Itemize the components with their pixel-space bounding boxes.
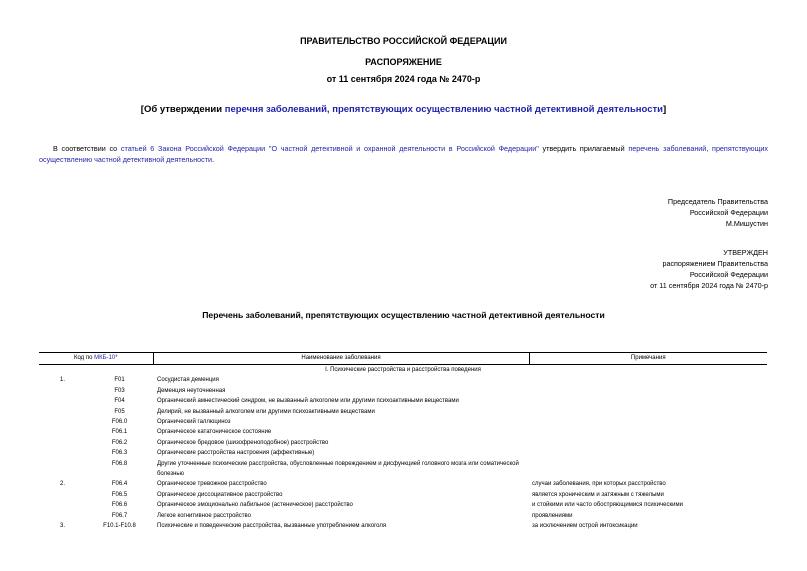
note: за исключением острой интоксикации [532, 523, 638, 530]
table-row [39, 479, 767, 489]
row-number: 1. [59, 377, 65, 384]
disease-name: Психические и поведенческие расстройства, вызванные употреблением алкоголя [157, 523, 387, 530]
document-title [0, 104, 807, 115]
note: случаи заболевания, при которых расстройство [532, 481, 666, 488]
disease-name: Сосудистая деменция [157, 377, 219, 384]
approval-block [650, 247, 768, 291]
paragraph-text-2: утвердить прилагаемый [538, 144, 629, 153]
note: проявлениями [532, 512, 573, 519]
disease-name: Органическое диссоциативное расстройство [157, 491, 283, 498]
table-row [39, 500, 767, 510]
note [529, 448, 767, 458]
table-row [39, 396, 767, 406]
row-number [39, 386, 86, 396]
disease-name: Органическое эмоционально лабильное (астеническое) расстройство [157, 502, 353, 509]
table-row [39, 417, 767, 427]
title-prefix: Об утверждении [143, 104, 225, 115]
disease-name: Делирий, не вызванный алкоголем или другими психоактивными веществами [157, 408, 375, 415]
icd-code: F01 [114, 377, 125, 384]
law-article-link[interactable]: статьей 6 Закона Российской Федерации "О частной детективной и охранной деятельности в Российской Федерации" [120, 144, 539, 153]
paragraph-text-1: В соответствии со [53, 144, 121, 153]
row-number [39, 448, 86, 458]
title-link[interactable]: перечня заболеваний, препятствующих осуществлению частной детективной деятельности [224, 104, 664, 115]
disease-name: Органическое кататоническое состояние [157, 429, 272, 436]
table-row [39, 459, 767, 480]
icd-code: F10.1-F10.8 [103, 523, 136, 530]
disease-name: Другие уточненные психические расстройства, обусловленные повреждением и дисфункцией головного мозга или соматической болезнью [157, 460, 519, 478]
disease-name: Органический амнестический синдром, не вызванный алкоголем или другими психоактивными веществами [157, 398, 459, 405]
row-number [39, 511, 86, 521]
row-number [39, 407, 86, 417]
row-number: 3. [59, 523, 65, 530]
note [529, 438, 767, 448]
signature-line-3: М.Мишустин [725, 219, 768, 228]
disease-name: Легкое когнитивное расстройство [157, 512, 251, 519]
table-row [39, 427, 767, 437]
column-header-notes: Примечания [529, 353, 767, 365]
row-number [39, 459, 86, 480]
table-row [39, 386, 767, 396]
note [529, 417, 767, 427]
table-row [39, 407, 767, 417]
icd-code: F06.5 [111, 491, 128, 498]
disease-name: Органический галлюциноз [157, 419, 231, 426]
table-row [39, 448, 767, 458]
disease-name: Органическое бредовое (шизофреноподобное) расстройство [157, 439, 329, 446]
note [529, 427, 767, 437]
table-row [39, 521, 767, 531]
section-title: I. Психические расстройства и расстройства поведения [325, 367, 481, 373]
paragraph-text-3: . [212, 154, 215, 164]
disease-name: Деменция неуточненная [157, 387, 226, 394]
note: является хроническим и затяжным с тяжелыми [532, 491, 664, 498]
row-number [39, 417, 86, 427]
note [529, 396, 767, 406]
signature-block [668, 196, 768, 229]
code-header-prefix: Код по [73, 355, 95, 361]
list-title: Перечень заболеваний, препятствующих осуществлению частной детективной деятельности [202, 310, 605, 320]
document-date-number: от 11 сентября 2024 года № 2470-р [326, 74, 481, 84]
icd-code: F06.1 [111, 429, 128, 436]
government-heading: ПРАВИТЕЛЬСТВО РОССИЙСКОЙ ФЕДЕРАЦИИ [300, 36, 507, 46]
icd10-link[interactable]: МКБ-10* [94, 355, 118, 361]
title-open-bracket: [ [140, 104, 144, 115]
diseases-table [39, 352, 767, 532]
note: и стойкими или часто обостряющимися психическими [532, 502, 683, 509]
row-number [39, 396, 86, 406]
icd-code: F04 [114, 398, 125, 405]
list-link[interactable]: перечень заболеваний, препятствующих осуществлению частной детективной деятельности [39, 144, 768, 164]
icd-code: F06.0 [111, 419, 128, 426]
column-header-name: Наименование заболевания [153, 353, 529, 365]
icd-code: F06.3 [111, 450, 128, 457]
row-number [39, 438, 86, 448]
approval-line-4: от 11 сентября 2024 года № 2470-р [650, 281, 768, 290]
note [529, 386, 767, 396]
preamble-paragraph [39, 144, 768, 165]
row-number [39, 427, 86, 437]
title-close-bracket: ] [663, 104, 667, 115]
icd-code: F06.2 [111, 439, 128, 446]
signature-line-1: Председатель Правительства [667, 197, 768, 206]
note [529, 407, 767, 417]
disease-name: Органическое тревожное расстройство [157, 481, 267, 488]
note [529, 459, 767, 480]
table-row [39, 490, 767, 500]
disease-name: Органические расстройства настроения (аффективные) [157, 450, 315, 457]
row-number: 2. [59, 481, 65, 488]
table-row [39, 438, 767, 448]
approval-line-3: Российской Федерации [689, 270, 768, 279]
icd-code: F06.6 [111, 502, 128, 509]
approval-line-2: распоряжением Правительства [662, 259, 768, 268]
icd-code: F06.4 [111, 481, 128, 488]
signature-line-2: Российской Федерации [689, 208, 768, 217]
approval-line-1: УТВЕРЖДЕН [723, 248, 768, 257]
icd-code: F06.7 [111, 512, 128, 519]
table-row [39, 511, 767, 521]
table-header-row [39, 353, 767, 365]
note [529, 375, 767, 385]
icd-code: F06.8 [111, 460, 128, 467]
icd-code: F03 [114, 387, 125, 394]
row-number [39, 490, 86, 500]
row-number [39, 500, 86, 510]
document-type-heading: РАСПОРЯЖЕНИЕ [365, 57, 442, 67]
column-header-code [39, 353, 153, 365]
icd-code: F05 [114, 408, 125, 415]
section-row [39, 365, 767, 376]
table-row [39, 375, 767, 385]
